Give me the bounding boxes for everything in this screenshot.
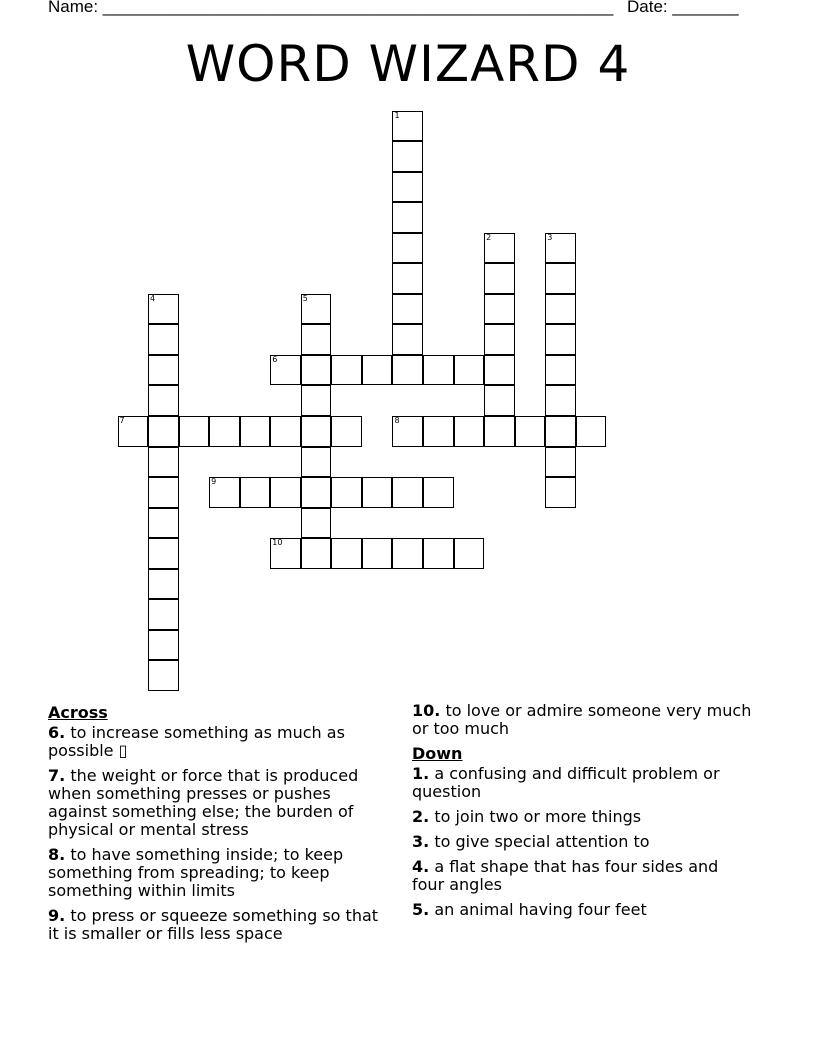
crossword-cell[interactable] (515, 416, 546, 447)
crossword-cell[interactable] (392, 141, 423, 172)
crossword-cell[interactable] (362, 477, 393, 508)
name-field[interactable]: Name: ______________________________________________________ (48, 0, 614, 16)
crossword-cell[interactable] (209, 477, 240, 508)
crossword-cell[interactable] (331, 538, 362, 569)
clue-text: to have something inside; to keep something from spreading; to keep something within limits (48, 845, 344, 900)
cell-number: 1 (394, 110, 400, 120)
clue-number: 9. (48, 906, 66, 925)
crossword-cell[interactable] (148, 416, 179, 447)
crossword-cell[interactable] (545, 294, 576, 325)
crossword-cell[interactable] (209, 416, 240, 447)
clue-across-7 (48, 767, 388, 839)
clue-text: a confusing and difficult problem or question (412, 764, 720, 801)
clue-number: 1. (412, 764, 430, 783)
crossword-cell[interactable] (423, 538, 454, 569)
crossword-cell[interactable] (392, 294, 423, 325)
crossword-cell[interactable] (301, 508, 332, 539)
crossword-cell[interactable] (545, 324, 576, 355)
clue-number: 6. (48, 723, 66, 742)
crossword-cell[interactable] (454, 355, 485, 386)
clue-text: the weight or force that is produced when something presses or pushes against something else; the burden of physical or mental stress (48, 766, 359, 839)
crossword-cell[interactable] (240, 477, 271, 508)
crossword-cell[interactable] (331, 416, 362, 447)
crossword-cell[interactable] (392, 233, 423, 264)
crossword-cell[interactable] (148, 538, 179, 569)
crossword-cell[interactable] (484, 355, 515, 386)
crossword-cell[interactable] (301, 324, 332, 355)
down-heading: Down (412, 744, 463, 763)
clue-number: 3. (412, 832, 430, 851)
clue-text: a flat shape that has four sides and four angles (412, 857, 719, 894)
cell-number: 4 (150, 293, 156, 303)
crossword-cell[interactable] (545, 385, 576, 416)
crossword-cell[interactable] (148, 385, 179, 416)
crossword-cell[interactable] (270, 538, 301, 569)
crossword-cell[interactable] (545, 416, 576, 447)
crossword-cell[interactable] (392, 416, 423, 447)
crossword-cell[interactable] (392, 355, 423, 386)
crossword-cell[interactable] (392, 111, 423, 142)
crossword-cell[interactable] (179, 416, 210, 447)
crossword-cell[interactable] (545, 355, 576, 386)
clue-number: 10. (412, 701, 441, 720)
crossword-cell[interactable] (301, 538, 332, 569)
crossword-cell[interactable] (423, 416, 454, 447)
crossword-cell[interactable] (301, 355, 332, 386)
clues-left-column (48, 702, 388, 950)
crossword-cell[interactable] (148, 630, 179, 661)
cell-number: 10 (272, 538, 283, 548)
clue-text: to increase something as much as possible ▯ (48, 723, 345, 760)
clue-across-9 (48, 907, 388, 943)
crossword-cell[interactable] (392, 172, 423, 203)
clue-text: to give special attention to (434, 832, 650, 851)
crossword-cell[interactable] (301, 447, 332, 478)
clue-across-8 (48, 846, 388, 900)
crossword-cell[interactable] (240, 416, 271, 447)
clue-number: 7. (48, 766, 66, 785)
crossword-cell[interactable] (270, 355, 301, 386)
clues-right-column (412, 702, 752, 926)
clue-text: to join two or more things (434, 807, 642, 826)
crossword-cell[interactable] (148, 569, 179, 600)
cell-number: 3 (547, 232, 553, 242)
cell-number: 6 (272, 354, 278, 364)
crossword-cell[interactable] (392, 477, 423, 508)
crossword-cell[interactable] (331, 477, 362, 508)
crossword-cell[interactable] (148, 294, 179, 325)
crossword-cell[interactable] (484, 233, 515, 264)
crossword-cell[interactable] (545, 263, 576, 294)
clue-across-10 (412, 702, 752, 738)
crossword-cell[interactable] (148, 324, 179, 355)
crossword-cell[interactable] (270, 477, 301, 508)
crossword-cell[interactable] (392, 324, 423, 355)
crossword-cell[interactable] (454, 416, 485, 447)
crossword-cell[interactable] (362, 538, 393, 569)
crossword-cell[interactable] (392, 263, 423, 294)
crossword-cell[interactable] (484, 416, 515, 447)
clue-down-5 (412, 901, 752, 919)
clue-number: 2. (412, 807, 430, 826)
cell-number: 7 (119, 416, 125, 425)
crossword-cell[interactable] (454, 538, 485, 569)
clue-text: to press or squeeze something so that it is smaller or fills less space (48, 906, 379, 943)
clue-text: to love or admire someone very much or too much (412, 701, 752, 738)
across-heading: Across (48, 703, 108, 722)
date-field[interactable]: Date: _______ (627, 0, 739, 16)
crossword-cell[interactable] (118, 416, 149, 447)
crossword-cell[interactable] (423, 355, 454, 386)
crossword-cell[interactable] (301, 477, 332, 508)
crossword-cell[interactable] (545, 477, 576, 508)
crossword-cell[interactable] (392, 202, 423, 233)
crossword-cell[interactable] (484, 324, 515, 355)
crossword-cell[interactable] (392, 538, 423, 569)
clue-down-3 (412, 833, 752, 851)
crossword-cell[interactable] (484, 294, 515, 325)
crossword-cell[interactable] (148, 599, 179, 630)
cell-number: 2 (486, 232, 492, 242)
clue-down-2 (412, 808, 752, 826)
cell-number: 9 (211, 477, 217, 487)
crossword-cell[interactable] (148, 660, 179, 691)
crossword-cell[interactable] (545, 447, 576, 478)
crossword-cell[interactable] (545, 233, 576, 264)
crossword-cell[interactable] (576, 416, 607, 447)
cell-number: 8 (394, 416, 400, 425)
clue-number: 4. (412, 857, 430, 876)
crossword-cell[interactable] (331, 355, 362, 386)
cell-number: 5 (302, 293, 308, 303)
crossword-cell[interactable] (270, 416, 301, 447)
crossword-cell[interactable] (484, 385, 515, 416)
crossword-cell[interactable] (423, 477, 454, 508)
clue-text: an animal having four feet (434, 900, 647, 919)
crossword-cell[interactable] (148, 508, 179, 539)
clue-down-4 (412, 858, 752, 894)
crossword-cell[interactable] (148, 355, 179, 386)
crossword-cell[interactable] (148, 477, 179, 508)
clue-number: 5. (412, 900, 430, 919)
clue-number: 8. (48, 845, 66, 864)
crossword-cell[interactable] (484, 263, 515, 294)
crossword-cell[interactable] (301, 385, 332, 416)
clue-across-6 (48, 724, 388, 760)
page-title: WORD WIZARD 4 (185, 35, 631, 93)
crossword-cell[interactable] (362, 355, 393, 386)
crossword-cell[interactable] (148, 447, 179, 478)
crossword-cell[interactable] (301, 294, 332, 325)
crossword-cell[interactable] (301, 416, 332, 447)
clue-down-1 (412, 765, 752, 801)
